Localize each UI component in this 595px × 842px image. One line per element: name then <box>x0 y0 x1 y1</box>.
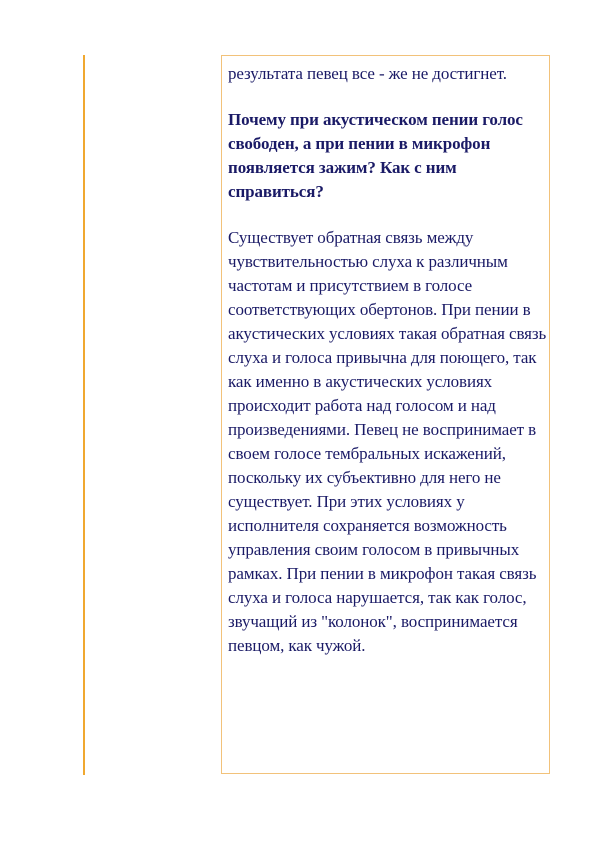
margin-rule <box>83 55 85 775</box>
text-frame <box>221 55 550 774</box>
paragraph-continuation: результата певец все - же не достигнет. <box>228 64 507 83</box>
question-heading: Почему при акустическом пении голос свободен, а при пении в микрофон появляется зажим? Как с ним справиться? <box>228 110 523 201</box>
answer-paragraph: Существует обратная связь между чувствительностью слуха к различным частотам и присутствием в голосе соответствующих обертонов. При пении в акустических условиях такая обратная связь слуха и голоса привычна для поющего, так как именно в акустических условиях происходит работа над голосом и над произведениями. Певец не воспринимает в своем голосе тембральных искажений, поскольку их субъективно для него не существует. При этих условиях у исполнителя сохраняется возможность управления своим голосом в привычных рамках. При пении в микрофон такая связь слуха и голоса нарушается, так как голос, звучащий из "колонок", воспринимается певцом, как чужой. <box>228 228 547 655</box>
